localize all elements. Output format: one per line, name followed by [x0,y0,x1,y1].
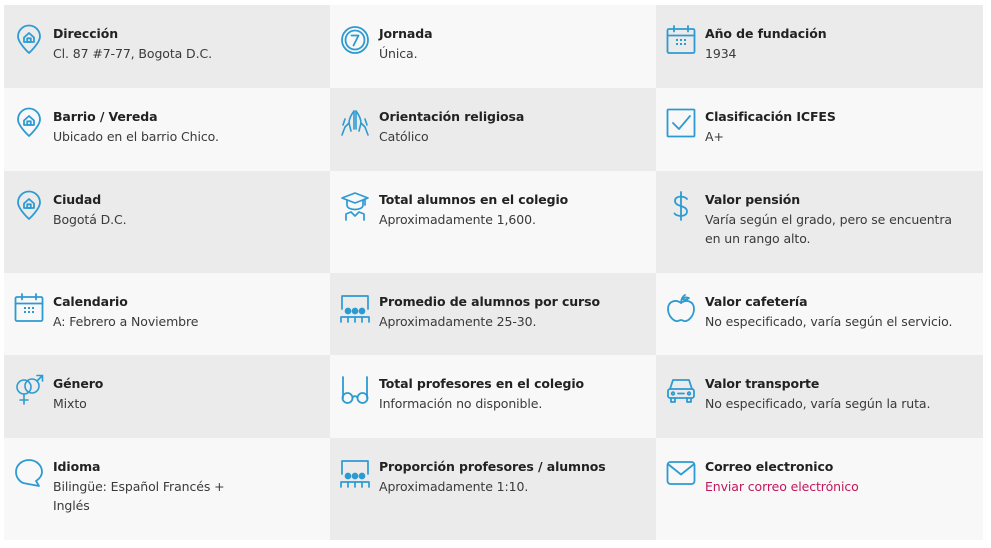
info-value: 1934 [705,46,737,61]
car-icon [665,374,697,406]
info-cell-orientacion-religiosa [330,88,656,171]
info-cell-direccion [4,5,330,88]
info-title: Promedio de alumnos por curso [379,294,600,309]
classroom-icon [339,457,371,489]
praying-hands-icon [339,107,371,139]
info-cell-idioma [4,438,330,540]
info-value: Varía según el grado, pero se encuentra en un rango alto. [705,212,952,246]
info-title: Género [53,376,104,391]
info-cell-valor-pension [656,171,983,273]
info-title: Valor transporte [705,376,820,391]
info-title: Idioma [53,459,101,474]
info-value: Cl. 87 #7-77, Bogota D.C. [53,46,212,61]
info-cell-calendario [4,273,330,355]
glasses-icon [339,374,371,406]
info-title: Ciudad [53,192,102,207]
location-pin-icon [13,190,45,222]
info-cell-genero [4,355,330,438]
info-cell-proporcion [330,438,656,540]
info-value: Única. [379,46,418,61]
info-value: Bogotá D.C. [53,212,127,227]
classroom-icon [339,292,371,324]
graduate-student-icon [339,190,371,222]
info-cell-barrio [4,88,330,171]
dollar-sign-icon [665,190,697,222]
info-value: Bilingüe: Español Francés + Inglés [53,479,225,513]
info-cell-clasificacion-icfes [656,88,983,171]
apple-icon [665,292,697,324]
info-value: A: Febrero a Noviembre [53,314,199,329]
info-title: Valor cafetería [705,294,808,309]
checkbox-icon [665,107,697,139]
info-value: Ubicado en el barrio Chico. [53,129,219,144]
location-pin-icon [13,24,45,56]
info-value: Aproximadamente 25-30. [379,314,537,329]
send-email-link[interactable]: Enviar correo electrónico [705,479,859,494]
calendar-icon [13,292,45,324]
info-title: Clasificación ICFES [705,109,836,124]
info-title: Dirección [53,26,118,41]
info-value: Católico [379,129,429,144]
info-value: A+ [705,129,724,144]
info-cell-ano-fundacion [656,5,983,88]
info-cell-total-alumnos [330,171,656,273]
envelope-icon [665,457,697,489]
info-value: Información no disponible. [379,396,543,411]
info-title: Proporción profesores / alumnos [379,459,606,474]
info-cell-ciudad [4,171,330,273]
info-title: Total profesores en el colegio [379,376,585,391]
number-seven-badge-icon [339,24,371,56]
gender-symbols-icon [13,374,45,406]
info-cell-correo [656,438,983,540]
info-cell-valor-cafeteria [656,273,983,355]
info-cell-total-profesores [330,355,656,438]
info-cell-jornada [330,5,656,88]
info-title: Barrio / Vereda [53,109,158,124]
info-title: Jornada [379,26,433,41]
info-cell-valor-transporte [656,355,983,438]
info-title: Total alumnos en el colegio [379,192,569,207]
info-cell-promedio-alumnos [330,273,656,355]
location-pin-icon [13,107,45,139]
speech-bubble-icon [13,457,45,489]
info-value: Aproximadamente 1,600. [379,212,536,227]
info-title: Orientación religiosa [379,109,525,124]
info-value: Mixto [53,396,87,411]
info-value: Aproximadamente 1:10. [379,479,529,494]
info-value: No especificado, varía según el servicio. [705,314,953,329]
info-title: Año de fundación [705,26,827,41]
info-title: Valor pensión [705,192,801,207]
calendar-icon [665,24,697,56]
info-title: Correo electronico [705,459,834,474]
school-info-grid [4,5,983,540]
info-title: Calendario [53,294,128,309]
info-value: No especificado, varía según la ruta. [705,396,931,411]
